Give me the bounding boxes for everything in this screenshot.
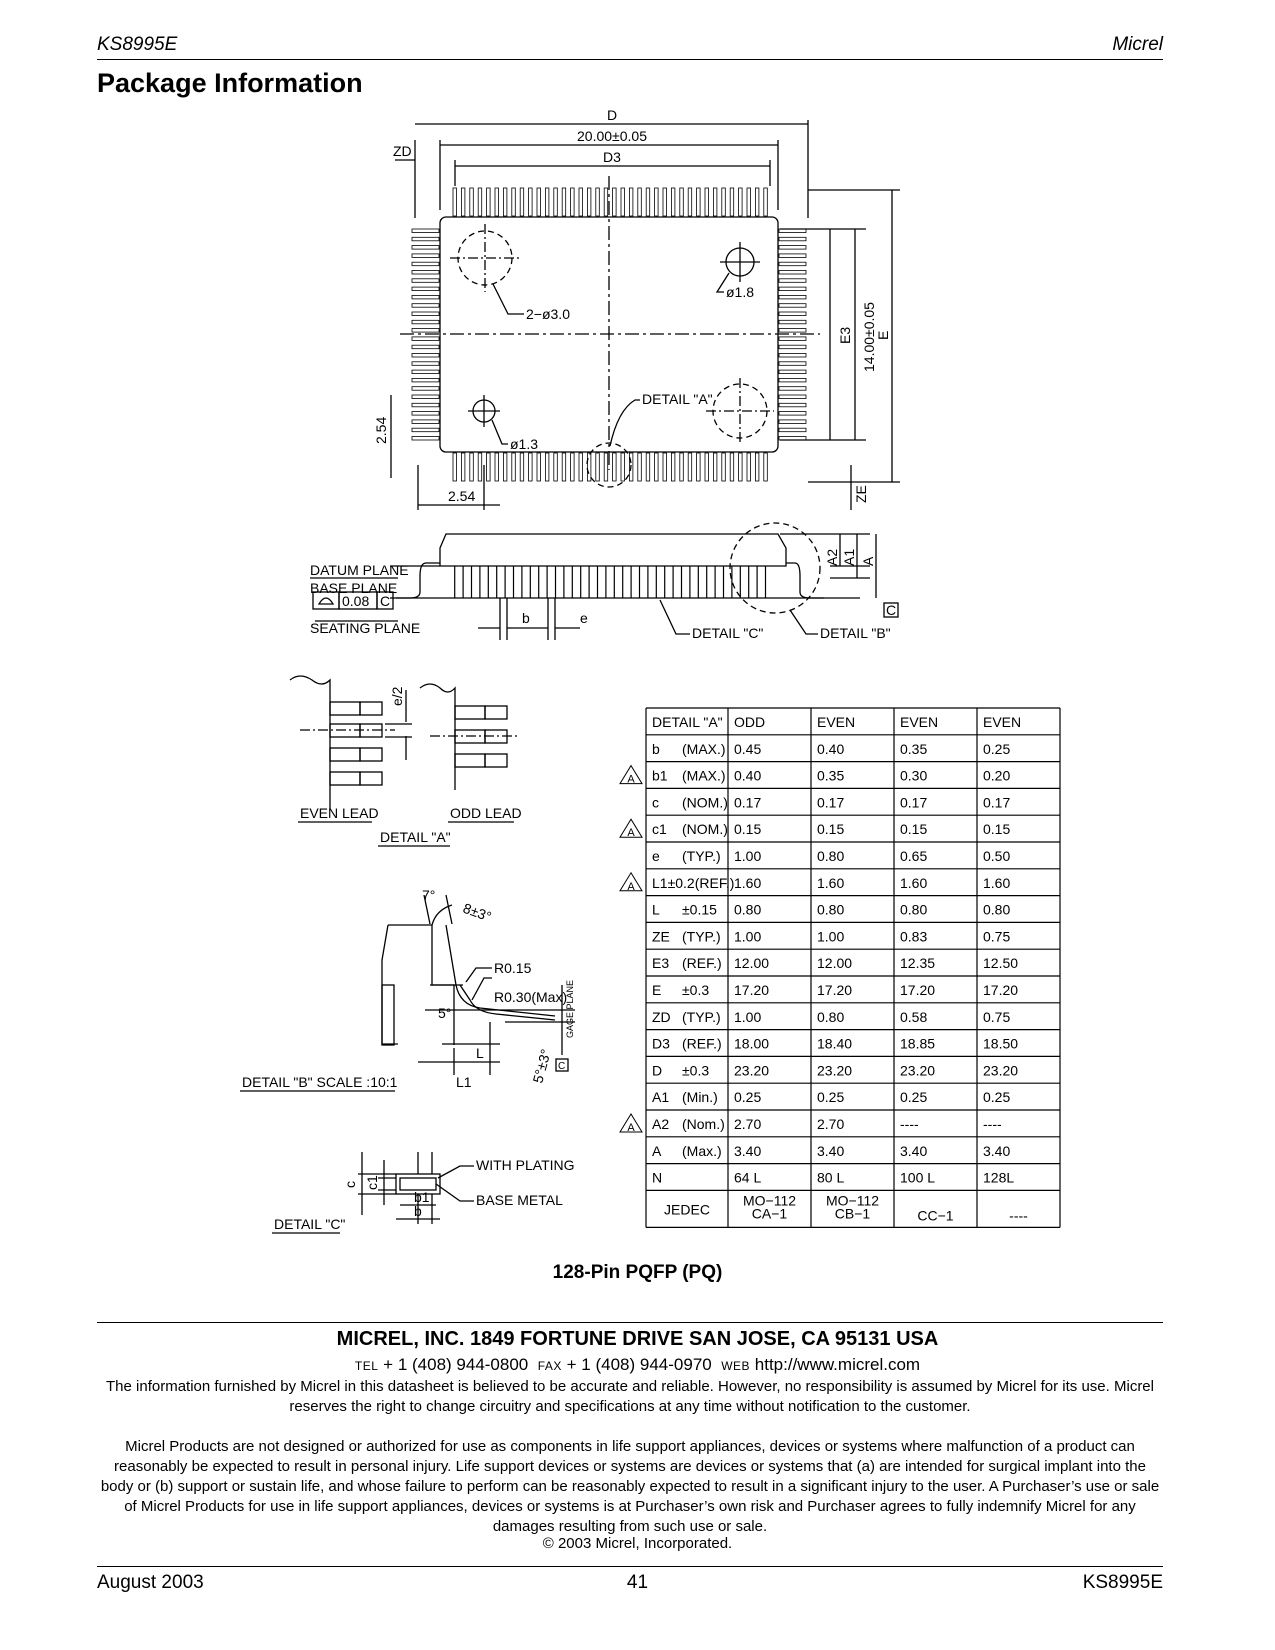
table-param: N [652, 1169, 663, 1186]
dim-c1-label: c1 [364, 1175, 380, 1190]
dim-l1-label: L1 [456, 1074, 472, 1090]
table-cell: 3.40 [983, 1142, 1011, 1159]
table-cell: 0.75 [983, 1008, 1011, 1025]
e-half-label: e/2 [389, 686, 405, 706]
table-cell: 23.20 [734, 1062, 770, 1079]
table-cell: CA−1 [751, 1205, 788, 1222]
table-cell: CB−1 [834, 1205, 871, 1222]
table-cell: 0.83 [900, 928, 928, 945]
table-cell: 18.40 [817, 1035, 853, 1052]
table-param: JEDEC [664, 1201, 710, 1218]
table-qualifier: (NOM.) [682, 794, 728, 811]
footer-part-number: KS8995E [1082, 1572, 1163, 1593]
table-qualifier: (TYP.) [682, 928, 721, 945]
table-cell: 0.20 [983, 767, 1011, 784]
table-cell: 0.17 [900, 794, 928, 811]
hole-large-1 [458, 231, 512, 285]
table-qualifier: (NOM.) [682, 821, 728, 838]
table-param: E [652, 982, 662, 998]
table-qualifier: (REF.) [682, 955, 722, 972]
detail-a-callout: DETAIL "A" [642, 391, 713, 407]
company-address: MICREL, INC. 1849 FORTUNE DRIVE SAN JOSE, CA 95131 USA [336, 1328, 939, 1350]
footer-date: August 2003 [97, 1572, 204, 1593]
fax-label: FAX [537, 1359, 562, 1373]
web-link[interactable]: http://www.micrel.com [754, 1355, 921, 1374]
detail-b-callout: DETAIL "B" [820, 625, 891, 641]
dim-ze-label: ZE [853, 485, 869, 503]
table-cell: MO−112 [742, 1192, 797, 1209]
table-param: D [652, 1062, 663, 1079]
table-cell: 17.20 [734, 982, 770, 998]
table-cell: 64 L [734, 1169, 762, 1186]
dim-e-label: E [875, 330, 891, 340]
pins-side [455, 566, 766, 598]
table-cell: 0.15 [983, 821, 1011, 838]
table-cell: ---- [900, 1116, 919, 1132]
dim-e-pitch-label: e [580, 610, 588, 626]
r030-label: R0.30(Max) [494, 989, 568, 1005]
flatness-ref-label: C [380, 593, 391, 609]
table-cell: 3.40 [734, 1142, 762, 1159]
table-qualifier: (MAX.) [682, 767, 726, 784]
pitch-h-label: 2.54 [448, 488, 476, 504]
table-cell: 0.15 [817, 821, 845, 838]
table-cell: 0.40 [817, 740, 845, 757]
angle-5-label: 5° [438, 1005, 452, 1021]
table-param: c1 [652, 821, 667, 838]
seating-plane-label: SEATING PLANE [310, 620, 421, 636]
table-cell: 0.80 [817, 901, 845, 918]
table-qualifier: (Min.) [682, 1089, 718, 1106]
table-cell: 0.35 [900, 740, 928, 757]
detail-c-caption: DETAIL "C" [274, 1216, 346, 1232]
table-qualifier: ±0.3 [682, 982, 710, 998]
table-param: e [652, 848, 660, 864]
base-metal-label: BASE METAL [476, 1192, 563, 1208]
dim-c-label: c [342, 1181, 358, 1188]
dim-l-label: L [476, 1045, 484, 1061]
angle-5pm3-label: 5°±3° [529, 1047, 554, 1085]
table-cell: 0.17 [983, 794, 1011, 811]
table-param: D3 [652, 1035, 670, 1052]
life-support-paragraph: Micrel Products are not designed or authorized for use as components in life support appliances, devices or systems where malfunction of a product can reasonably be expected to result in personal injury. Life support devices or systems are devices or systems that (a) are intended for surgical implant into the body or (b) support or sustain life, and whose failure to perform can be reasonably expected to result in a significant injury to the user. A Purchaser’s use or sale of Micrel Products for use in life support appliances, devices or systems is at Purchaser’s own risk and Purchaser agrees to fully indemnify Micrel for any damages resulting from such use or sale. [100, 1438, 1160, 1535]
table-cell: 1.00 [734, 848, 762, 864]
table-cell: 2.70 [817, 1116, 845, 1132]
revision-flag-letter: A [627, 773, 635, 786]
flatness-label: 0.08 [342, 593, 370, 609]
table-cell: 0.45 [734, 740, 762, 757]
table-qualifier: (MAX.) [682, 740, 726, 757]
table-cell: 3.40 [900, 1142, 928, 1159]
table-param: c [652, 794, 659, 811]
dim-e3-label: E3 [837, 326, 853, 344]
table-cell: 1.60 [734, 874, 762, 891]
footer-rule-bottom [97, 1566, 1163, 1567]
table-param: A [652, 1142, 662, 1159]
table-param: L [652, 901, 660, 918]
table-cell: 0.25 [900, 1089, 928, 1106]
table-cell: 1.60 [900, 874, 928, 891]
table-cell: 0.80 [983, 901, 1011, 918]
detail-b-caption: DETAIL "B" SCALE :10:1 [242, 1074, 398, 1090]
table-cell: 128L [983, 1169, 1015, 1186]
angle-7-label: 7° [422, 887, 436, 903]
table-cell: ---- [1009, 1207, 1028, 1224]
table-cell: 0.25 [983, 740, 1011, 757]
copyright: © 2003 Micrel, Incorporated. [542, 1535, 733, 1552]
table-cell: 1.00 [817, 928, 845, 945]
table-cell: 12.00 [817, 955, 853, 972]
revision-flag-letter: A [627, 880, 635, 893]
table-header-cell: ODD [734, 714, 766, 730]
dim-a2-label: A2 [824, 548, 840, 566]
footer-rule-top [97, 1322, 1163, 1323]
table-qualifier: ±0.3 [682, 1062, 710, 1079]
dim-a1-label: A1 [841, 548, 857, 566]
table-param: ZE [652, 928, 670, 945]
dim-width-label: 20.00±0.05 [577, 128, 647, 144]
table-qualifier: (REF.) [682, 1035, 722, 1052]
contact-line [0, 1355, 1275, 1375]
table-cell: 2.70 [734, 1116, 762, 1132]
hole-label-3-0: 2−ø3.0 [526, 306, 570, 322]
table-cell: 0.30 [900, 767, 928, 784]
base-plane-label: BASE PLANE [310, 580, 398, 596]
table-param: A1 [652, 1089, 670, 1106]
table-param: b1 [652, 767, 668, 784]
table-header-cell: EVEN [900, 714, 939, 730]
even-lead-label: EVEN LEAD [300, 805, 379, 821]
table-cell: 0.80 [817, 848, 845, 864]
table-cell: 23.20 [817, 1062, 853, 1079]
figure-caption: 128-Pin PQFP (PQ) [552, 1262, 723, 1283]
datum-plane-label: DATUM PLANE [310, 562, 409, 578]
table-qualifier: (Nom.) [682, 1116, 725, 1132]
with-plating-label: WITH PLATING [476, 1157, 575, 1173]
dim-b-c-label: b [414, 1203, 422, 1219]
detail-a-caption: DETAIL "A" [380, 829, 451, 845]
gage-ref-label: C [558, 1061, 566, 1072]
table-cell: 0.65 [900, 848, 928, 864]
table-cell: 100 L [900, 1169, 936, 1186]
table-header-cell: DETAIL "A" [652, 714, 723, 730]
table-qualifier: (TYP.) [682, 1008, 721, 1025]
table-cell: 23.20 [983, 1062, 1019, 1079]
table-cell: MO−112 [825, 1192, 880, 1209]
fax-value: + 1 (408) 944-0970 [566, 1355, 712, 1374]
header-part-number: KS8995E [97, 34, 178, 55]
table-cell: 0.25 [983, 1089, 1011, 1106]
page-number: 41 [626, 1572, 649, 1593]
table-cell: 0.15 [734, 821, 762, 838]
table-cell: 0.35 [817, 767, 845, 784]
table-cell: 0.25 [817, 1089, 845, 1106]
seating-ref-label: C [886, 602, 897, 618]
table-cell: 17.20 [817, 982, 853, 998]
table-cell: 1.60 [983, 874, 1011, 891]
table-param: ZD [652, 1008, 671, 1025]
odd-lead-label: ODD LEAD [450, 805, 522, 821]
detail-c-callout: DETAIL "C" [692, 625, 764, 641]
hole-label-1-8: ø1.8 [726, 284, 755, 300]
table-cell: 80 L [817, 1169, 845, 1186]
detail-b-circle [730, 523, 820, 613]
table-cell: 1.00 [734, 928, 762, 945]
page-title: Package Information [97, 68, 363, 98]
table-cell: 0.50 [983, 848, 1011, 864]
dim-b1-label: b1 [414, 1189, 430, 1205]
table-cell: 12.00 [734, 955, 770, 972]
pitch-v-label: 2.54 [373, 416, 389, 444]
table-cell: 1.00 [734, 1008, 762, 1025]
header-company: Micrel [1112, 34, 1163, 55]
table-cell: 17.20 [983, 982, 1019, 998]
dim-height-label: 14.00±0.05 [861, 302, 877, 372]
table-cell: 18.85 [900, 1035, 936, 1052]
table-cell: 17.20 [900, 982, 936, 998]
revision-flag-letter: A [627, 827, 635, 840]
dim-b-label: b [522, 610, 530, 626]
table-param: A2 [652, 1116, 670, 1132]
table-cell: 1.60 [817, 874, 845, 891]
pins-top [453, 188, 767, 216]
table-cell: 0.75 [983, 928, 1011, 945]
gage-plane-label: GAGE PLANE [565, 979, 575, 1038]
dim-d3-label: D3 [603, 149, 621, 165]
dim-a-label: A [860, 556, 876, 566]
table-param: E3 [652, 955, 670, 972]
table-qualifier: ±0.15 [682, 901, 717, 918]
table-cell: 0.15 [900, 821, 928, 838]
angle-8-label: 8±3° [460, 899, 494, 925]
table-param: b [652, 740, 660, 757]
table-cell: 0.17 [734, 794, 762, 811]
table-param: L1±0.2(REF.) [652, 874, 735, 891]
table-cell: 0.80 [900, 901, 928, 918]
table-cell: 3.40 [817, 1142, 845, 1159]
table-qualifier: (Max.) [682, 1142, 722, 1159]
hole-label-1-3: ø1.3 [510, 436, 539, 452]
dimensions-table [620, 708, 1060, 1227]
table-cell: 0.40 [734, 767, 762, 784]
table-cell: 0.17 [817, 794, 845, 811]
revision-flag-letter: A [627, 1122, 635, 1134]
table-cell: 0.58 [900, 1008, 928, 1025]
table-cell: 12.35 [900, 955, 936, 972]
tel-label: TEL [354, 1359, 379, 1373]
table-header-cell: EVEN [983, 714, 1022, 730]
dim-zd-label: ZD [393, 143, 412, 159]
table-cell: CC−1 [917, 1207, 954, 1224]
table-cell: 0.80 [734, 901, 762, 918]
tel-value: + 1 (408) 944-0800 [383, 1355, 529, 1374]
table-header-cell: EVEN [817, 714, 856, 730]
r015-label: R0.15 [494, 960, 532, 976]
table-cell: ---- [983, 1116, 1002, 1132]
table-cell: 0.80 [817, 1008, 845, 1025]
table-cell: 18.50 [983, 1035, 1019, 1052]
table-cell: 18.00 [734, 1035, 770, 1052]
table-qualifier: (TYP.) [682, 848, 721, 864]
table-cell: 0.25 [734, 1089, 762, 1106]
disclaimer-paragraph: The information furnished by Micrel in this datasheet is believed to be accurate and reliable. However, no responsibility is assumed by Micrel for its use. Micrel reserves the right to change circuitry and specifications at any time without notification to the customer. [106, 1378, 1154, 1415]
table-cell: 12.50 [983, 955, 1019, 972]
pins-bottom [453, 453, 767, 481]
web-label: WEB [721, 1359, 751, 1373]
dim-d-label: D [606, 107, 618, 123]
package-body-side [440, 534, 786, 566]
table-cell: 23.20 [900, 1062, 936, 1079]
